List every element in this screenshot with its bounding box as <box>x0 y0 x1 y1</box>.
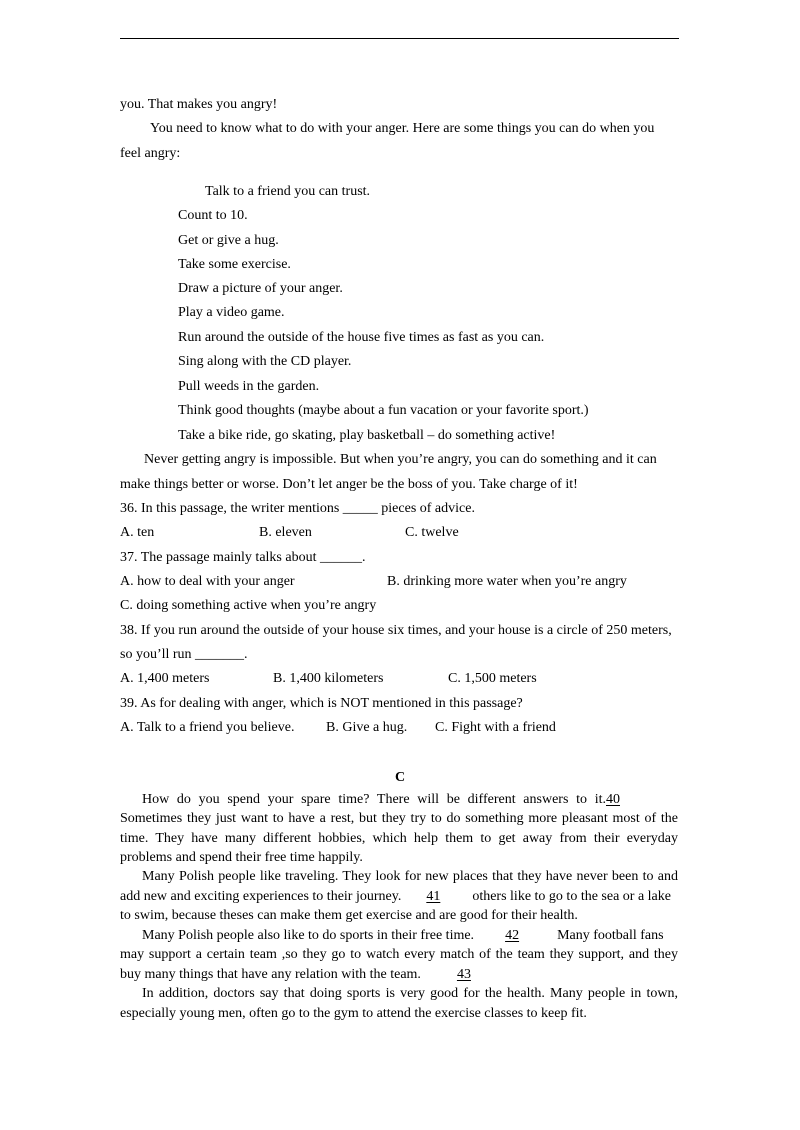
blank-43: 43 <box>456 967 471 982</box>
c-p3-line-3 <box>120 966 500 984</box>
q37-option-c: C. doing something active when you’re angry <box>120 598 377 613</box>
c-p4-line-2: especially young men, often go to the gym to attend the exercise classes to keep fit. <box>120 1006 587 1021</box>
q36-option-b: B. eleven <box>259 525 312 540</box>
c-p2-line-2-text-a: add new and exciting experiences to their journey. <box>120 889 402 904</box>
c-p1-line-3: time. They have many different hobbies, which help them to get away from their everyday <box>120 831 678 846</box>
blank-41: 41 <box>426 889 441 904</box>
q39-option-c: C. Fight with a friend <box>435 720 556 735</box>
c-p1-line-1-text: How do you spend your spare time? There will be different answers to it. <box>142 792 606 807</box>
c-p3-line-3-text: buy many things that have any relation with the team. <box>120 967 421 982</box>
c-p4-line-1: In addition, doctors say that doing sports is very good for the health. Many people in town, <box>142 986 678 1001</box>
tip-item: Take a bike ride, go skating, play basketball – do something active! <box>178 428 556 443</box>
section-c-heading: C <box>394 770 406 785</box>
q38-option-a: A. 1,400 meters <box>120 671 210 686</box>
c-p2-line-2-text-b: others like to go to the sea or a lake <box>472 889 671 904</box>
tip-item: Play a video game. <box>178 305 285 320</box>
c-p3-line-1-text-a: Many Polish people also like to do sports in their free time. <box>142 928 475 943</box>
q38-option-c: C. 1,500 meters <box>448 671 537 686</box>
c-p2-line-1: Many Polish people like traveling. They look for new places that they have never been to and <box>142 869 678 884</box>
tip-item: Run around the outside of the house five times as fast as you can. <box>178 330 545 345</box>
intro-line-3: feel angry: <box>120 146 181 161</box>
conclusion-line-1: Never getting angry is impossible. But when you’re angry, you can do something and it can <box>144 452 657 467</box>
q36-option-a: A. ten <box>120 525 155 540</box>
tip-item: Talk to a friend you can trust. <box>205 184 371 199</box>
tip-item: Get or give a hug. <box>178 233 279 248</box>
question-36: 36. In this passage, the writer mentions _____ pieces of advice. <box>120 501 475 516</box>
question-37: 37. The passage mainly talks about ______. <box>120 550 366 565</box>
tip-item: Take some exercise. <box>178 257 291 272</box>
intro-line-2: You need to know what to do with your anger. Here are some things you can do when you <box>150 121 655 136</box>
blank-42: 42 <box>505 928 520 943</box>
question-38-line-2: so you’ll run _______. <box>120 647 248 662</box>
q38-option-b: B. 1,400 kilometers <box>273 671 384 686</box>
header-rule <box>120 38 679 39</box>
c-p3-line-2: may support a certain team ,so they go to watch every match of the team they support, and they <box>120 947 678 962</box>
tip-item: Count to 10. <box>178 208 248 223</box>
blank-40: 40 <box>606 792 620 807</box>
intro-line-1: you. That makes you angry! <box>120 97 278 112</box>
q37-option-a: A. how to deal with your anger <box>120 574 295 589</box>
q39-option-b: B. Give a hug. <box>326 720 408 735</box>
tip-item: Sing along with the CD player. <box>178 354 352 369</box>
question-38-line-1: 38. If you run around the outside of your house six times, and your house is a circle of 250 meters, <box>120 623 672 638</box>
q37-option-b: B. drinking more water when you’re angry <box>387 574 627 589</box>
c-p3-line-1 <box>142 927 664 945</box>
q39-option-a: A. Talk to a friend you believe. <box>120 720 295 735</box>
tip-item: Pull weeds in the garden. <box>178 379 320 394</box>
c-p3-line-1-text-b: Many football fans <box>557 928 664 943</box>
c-p2-line-2 <box>120 888 671 906</box>
c-p1-line-4: problems and spend their free time happily. <box>120 850 363 865</box>
c-p1-line-2: Sometimes they just want to have a rest, but they try to do something more pleasant most of the <box>120 811 678 826</box>
conclusion-line-2: make things better or worse. Don’t let anger be the boss of you. Take charge of it! <box>120 477 578 492</box>
c-p1-line-1 <box>142 791 678 809</box>
q36-option-c: C. twelve <box>405 525 459 540</box>
question-39: 39. As for dealing with anger, which is NOT mentioned in this passage? <box>120 696 523 711</box>
c-p2-line-3: to swim, because theses can make them get exercise and are good for their health. <box>120 908 578 923</box>
tip-item: Draw a picture of your anger. <box>178 281 343 296</box>
tip-item: Think good thoughts (maybe about a fun vacation or your favorite sport.) <box>178 403 589 418</box>
